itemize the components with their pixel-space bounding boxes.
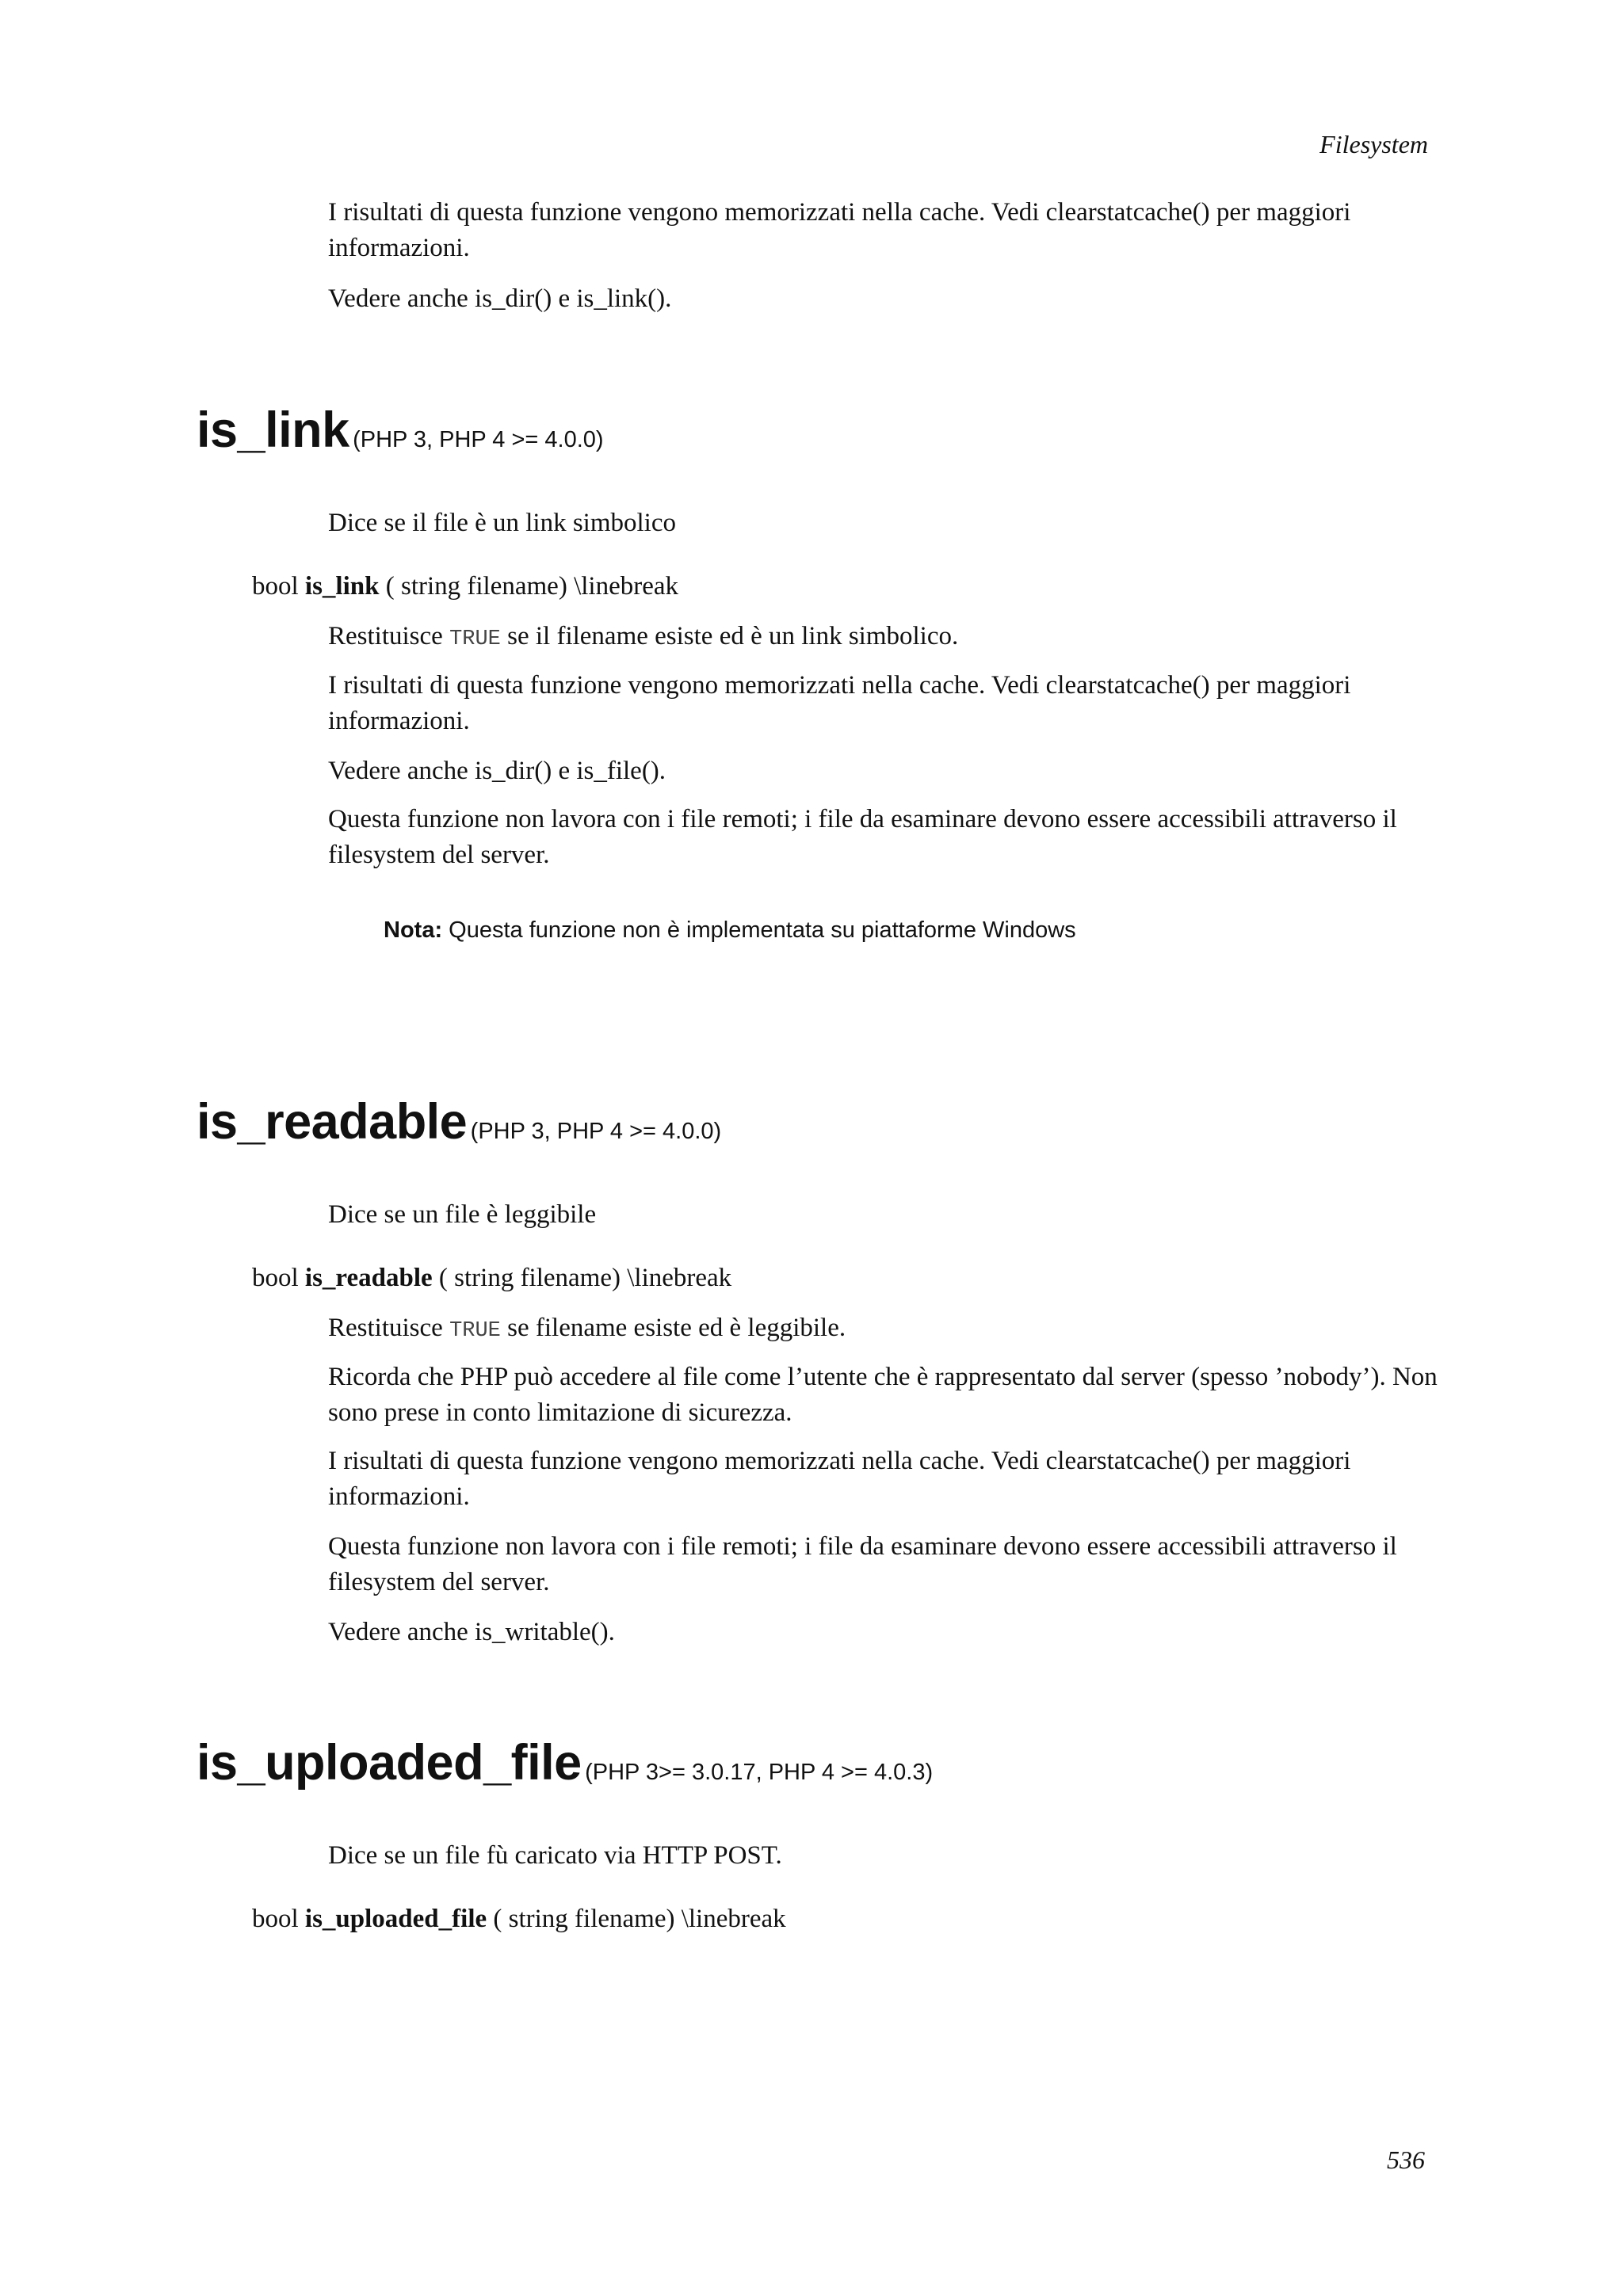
page-number: 536 [1387, 2145, 1425, 2174]
is-link-title: is_link [197, 402, 349, 458]
is-link-heading [197, 402, 604, 467]
is-readable-returns-suffix: se filename esiste ed è leggibile. [507, 1314, 846, 1342]
is-readable-remote-note: Questa funzione non lavora con i file remoti; i file da esaminare devono essere accessibili attraverso il filesystem del server. [328, 1532, 1397, 1596]
is-link-return-type: bool [252, 572, 299, 601]
is-link-cache-note: I risultati di questa funzione vengono memorizzati nella cache. Vedi clearstatcache() per maggiori informazioni. [328, 671, 1351, 735]
is-readable-see-also: Vedere anche is_writable(). [328, 1618, 615, 1646]
is-readable-params: ( string filename) \linebreak [438, 1264, 732, 1292]
is-link-returns-suffix: se il filename esiste ed è un link simbolico. [507, 622, 959, 650]
is-uploaded-file-return-type: bool [252, 1905, 299, 1933]
is-link-remote-note: Questa funzione non lavora con i file remoti; i file da esaminare devono essere accessibili attraverso il filesystem del server. [328, 805, 1397, 869]
is-readable-function-name: is_readable [304, 1264, 433, 1292]
is-readable-returns-prefix: Restituisce [328, 1314, 443, 1342]
is-uploaded-file-function-name: is_uploaded_file [304, 1905, 487, 1933]
is-readable-user-note: Ricorda che PHP può accedere al file come l’utente che è rappresentato dal server (spesso ’nobody’). Non sono prese in conto limitazione di sicurezza. [328, 1363, 1438, 1427]
is-readable-version: (PHP 3, PHP 4 >= 4.0.0) [470, 1119, 722, 1144]
is-uploaded-file-version: (PHP 3>= 3.0.17, PHP 4 >= 4.0.3) [585, 1760, 934, 1785]
is-uploaded-file-description: Dice se un file fù caricato via HTTP POST. [328, 1841, 782, 1870]
is-link-note [384, 914, 1076, 946]
is-link-returns [328, 619, 1438, 658]
is-link-params: ( string filename) \linebreak [385, 572, 679, 601]
is-readable-cache-note: I risultati di questa funzione vengono memorizzati nella cache. Vedi clearstatcache() per maggiori informazioni. [328, 1447, 1351, 1511]
is-link-returns-prefix: Restituisce [328, 622, 443, 650]
intro-see-also: Vedere anche is_dir() e is_link(). [328, 284, 672, 313]
is-readable-synopsis [252, 1261, 731, 1296]
is-link-note-label: Nota: [384, 917, 443, 943]
is-uploaded-file-synopsis [252, 1901, 786, 1937]
is-readable-returns-constant: TRUE [449, 1319, 501, 1343]
is-link-see-also: Vedere anche is_dir() e is_file(). [328, 757, 666, 785]
is-link-synopsis [252, 569, 678, 605]
is-link-version: (PHP 3, PHP 4 >= 4.0.0) [353, 427, 604, 452]
is-readable-description: Dice se un file è leggibile [328, 1200, 597, 1229]
is-uploaded-file-title: is_uploaded_file [197, 1735, 582, 1791]
is-readable-returns [328, 1310, 1438, 1349]
is-link-description: Dice se il file è un link simbolico [328, 509, 676, 537]
intro-cache-note: I risultati di questa funzione vengono memorizzati nella cache. Vedi clearstatcache() per maggiori informazioni. [328, 198, 1351, 262]
is-link-function-name: is_link [304, 572, 380, 601]
running-header: Filesystem [1319, 130, 1428, 158]
is-link-note-text: Questa funzione non è implementata su piattaforme Windows [449, 917, 1076, 943]
is-uploaded-file-heading [197, 1735, 933, 1800]
is-link-returns-constant: TRUE [449, 627, 501, 651]
is-readable-return-type: bool [252, 1264, 299, 1292]
is-uploaded-file-params: ( string filename) \linebreak [493, 1905, 786, 1933]
is-readable-title: is_readable [197, 1094, 468, 1150]
is-readable-heading [197, 1094, 721, 1159]
